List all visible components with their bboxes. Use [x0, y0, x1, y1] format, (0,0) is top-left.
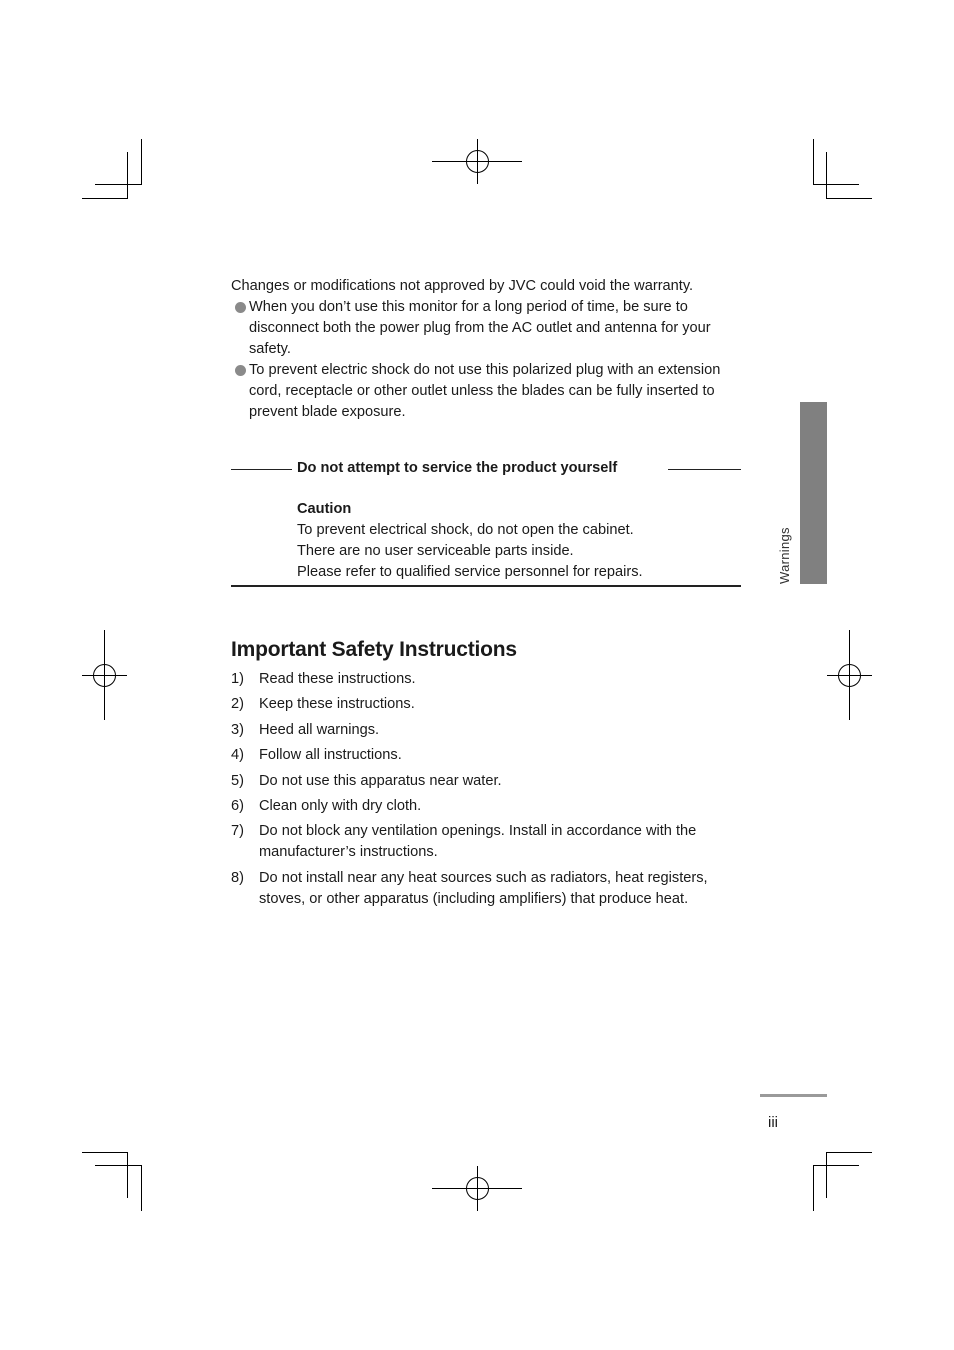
item-number: 7) [231, 823, 244, 840]
item-text: Clean only with dry cloth. [259, 797, 422, 814]
bullet-dot-icon [235, 302, 246, 313]
bullet-text: To prevent electric shock do not use this polarized plug with an extension cord, receptacle or other outlet unless the blades can be fully inserted to prevent blade exposure. [249, 362, 721, 420]
list-item [231, 771, 743, 792]
list-item [231, 720, 743, 741]
list-item [231, 868, 743, 910]
item-text: Follow all instructions. [259, 747, 402, 764]
caution-title: Caution [297, 501, 352, 517]
caution-block [297, 499, 643, 583]
item-text: Do not use this apparatus near water. [259, 772, 502, 789]
caution-line: To prevent electrical shock, do not open the cabinet. [297, 522, 634, 538]
heading-rule-right [668, 469, 741, 470]
service-heading: Do not attempt to service the product yourself [297, 460, 618, 476]
service-warning-box [231, 458, 741, 588]
list-item [231, 297, 743, 360]
bullet-dot-icon [235, 365, 246, 376]
item-number: 6) [231, 797, 244, 814]
page-number-rule [760, 1094, 827, 1097]
side-tab-label: Warnings [777, 527, 792, 584]
list-item [231, 694, 743, 715]
caution-line: Please refer to qualified service personnel for repairs. [297, 564, 643, 580]
item-text: Do not block any ventilation openings. Install in accordance with the manufacturer’s instructions. [259, 823, 697, 861]
item-number: 1) [231, 671, 244, 687]
item-number: 3) [231, 721, 244, 738]
item-text: Read these instructions. [259, 671, 416, 687]
section-title: Important Safety Instructions [231, 638, 517, 661]
item-text: Heed all warnings. [259, 721, 380, 738]
warnings-text [231, 276, 743, 423]
item-number: 4) [231, 747, 244, 764]
safety-instructions-list [231, 669, 743, 914]
item-text: Keep these instructions. [259, 696, 415, 713]
list-item [231, 669, 743, 690]
item-text: Do not install near any heat sources such as radiators, heat registers, stoves, or other apparatus (including amplifiers) that produce heat. [259, 869, 708, 907]
list-item [231, 821, 743, 863]
list-item [231, 360, 743, 423]
page-number: iii [768, 1114, 778, 1131]
warning-bullets [231, 297, 743, 423]
warranty-note: Changes or modifications not approved by JVC could void the warranty. [231, 278, 694, 294]
item-number: 5) [231, 772, 244, 789]
item-number: 2) [231, 696, 244, 713]
item-number: 8) [231, 869, 244, 886]
bullet-text: When you don’t use this monitor for a long period of time, be sure to disconnect both the power plug from the AC outlet and antenna for your safety. [249, 299, 711, 357]
caution-line: There are no user serviceable parts inside. [297, 543, 574, 559]
list-item [231, 745, 743, 766]
list-item [231, 796, 743, 817]
heading-rule-left [231, 469, 292, 470]
section-side-tab [800, 402, 827, 584]
box-bottom-rule [231, 585, 741, 587]
